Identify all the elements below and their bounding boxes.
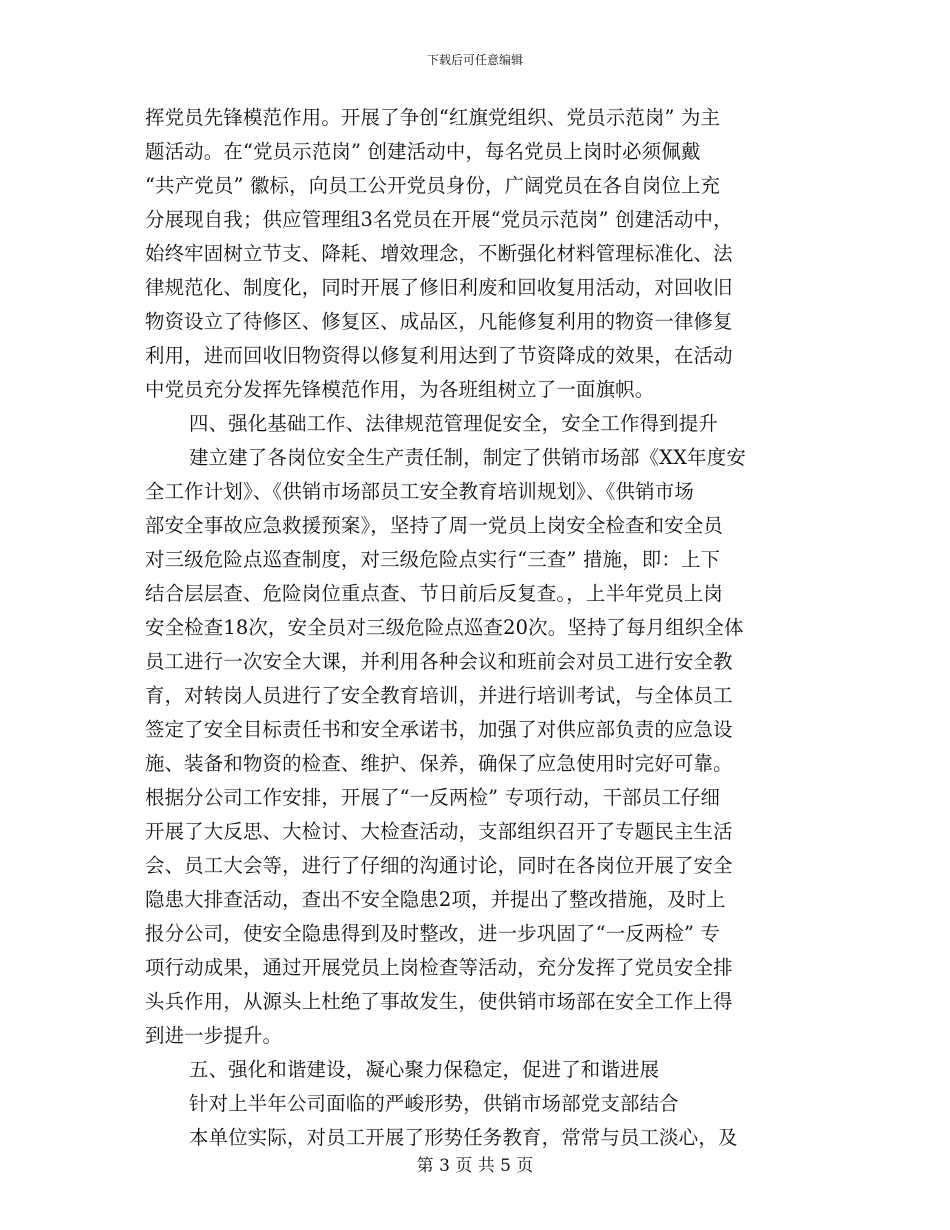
paragraph-line: 会、员工大会等，进行了仔细的沟通讨论，同时在各岗位开展了安全 bbox=[145, 854, 733, 877]
paragraph-line: 本单位实际，对员工开展了形势任务教育，常常与员工淡心，及 bbox=[189, 1126, 738, 1149]
paragraph-line: 利用，进而回收旧物资得以修复利用达到了节资降成的效果，在活动 bbox=[145, 344, 733, 367]
paragraph-line: 中党员充分发挥先锋模范作用，为各班组树立了一面旗帜。 bbox=[145, 378, 655, 401]
paragraph-line: 施、装备和物资的检查、维护、保养，确保了应急使用时完好可靠。 bbox=[145, 752, 733, 775]
paragraph-line: 签定了安全目标责任书和安全承诺书，加强了对供应部负责的应急设 bbox=[145, 718, 733, 741]
page-number: 第 3 页 共 5 页 bbox=[416, 1156, 534, 1176]
paragraph-line: 报分公司，使安全隐患得到及时整改，进一步巩固了“一反两检” 专 bbox=[145, 922, 721, 945]
paragraph-line: 始终牢固树立节支、降耗、增效理念，不断强化材料管理标准化、法 bbox=[145, 242, 733, 265]
section-heading: 五、强化和谐建设，凝心聚力保稳定，促进了和谐进展 bbox=[189, 1058, 660, 1081]
paragraph-line: 题活动。在“党员示范岗” 创建活动中，每名党员上岗时必须佩戴 bbox=[145, 140, 701, 163]
paragraph-line: “共产党员” 徽标，向员工公开党员身份，广阔党员在各自岗位上充 bbox=[145, 174, 721, 197]
paragraph-line: 到进一步提升。 bbox=[145, 1024, 283, 1047]
section-heading: 四、强化基础工作、法律规范管理促安全，安全工作得到提升 bbox=[189, 412, 718, 435]
page-header: 下载后可任意编辑 bbox=[426, 53, 523, 67]
paragraph-line: 安全检查18次，安全员对三级危险点巡查20次。坚持了每月组织全体 bbox=[145, 616, 744, 639]
paragraph-line: 全工作计划》、《供销市场部员工安全教育培训规划》、《供销市场 bbox=[145, 480, 694, 503]
paragraph-line: 对三级危险点巡查制度，对三级危险点实行“三查” 措施，即：上下 bbox=[145, 548, 721, 571]
paragraph-line: 建立建了各岗位安全生产责任制，制定了供销市场部《XX年度安 bbox=[189, 446, 746, 469]
paragraph-line: 挥党员先锋模范作用。开展了争创“红旗党组织、党员示范岗” 为主 bbox=[145, 106, 721, 129]
document-body bbox=[145, 101, 815, 1155]
paragraph-line: 隐患大排查活动，查出不安全隐患2项，并提出了整改措施，及时上 bbox=[145, 888, 726, 911]
paragraph-line: 物资设立了待修区、修复区、成品区，凡能修复利用的物资一律修复 bbox=[145, 310, 733, 333]
paragraph-line: 根据分公司工作安排，开展了“一反两检” 专项行动，干部员工仔细 bbox=[145, 786, 721, 809]
paragraph-line: 分展现自我；供应管理组3名党员在开展“党员示范岗” 创建活动中， bbox=[145, 208, 733, 231]
paragraph-line: 开展了大反思、大检讨、大检查活动，支部组织召开了专题民主生活 bbox=[145, 820, 733, 843]
paragraph-line: 部安全事故应急救援预案》，坚持了周一党员上岗安全检查和安全员 bbox=[145, 514, 724, 537]
paragraph-line: 项行动成果，通过开展党员上岗检查等活动，充分发挥了党员安全排 bbox=[145, 956, 733, 979]
paragraph-line: 员工进行一次安全大课，并利用各种会议和班前会对员工进行安全教 bbox=[145, 650, 733, 673]
paragraph-line: 育，对转岗人员进行了安全教育培训，并进行培训考试，与全体员工 bbox=[145, 684, 733, 707]
paragraph-line: 结合层层查、危险岗位重点查、节日前后反复查。，上半年党员上岗 bbox=[145, 582, 724, 605]
paragraph-line: 针对上半年公司面临的严峻形势，供销市场部党支部结合 bbox=[189, 1092, 679, 1115]
paragraph-line: 头兵作用，从源头上杜绝了事故发生，使供销市场部在安全工作上得 bbox=[145, 990, 733, 1013]
paragraph-line: 律规范化、制度化，同时开展了修旧利废和回收复用活动，对回收旧 bbox=[145, 276, 733, 299]
